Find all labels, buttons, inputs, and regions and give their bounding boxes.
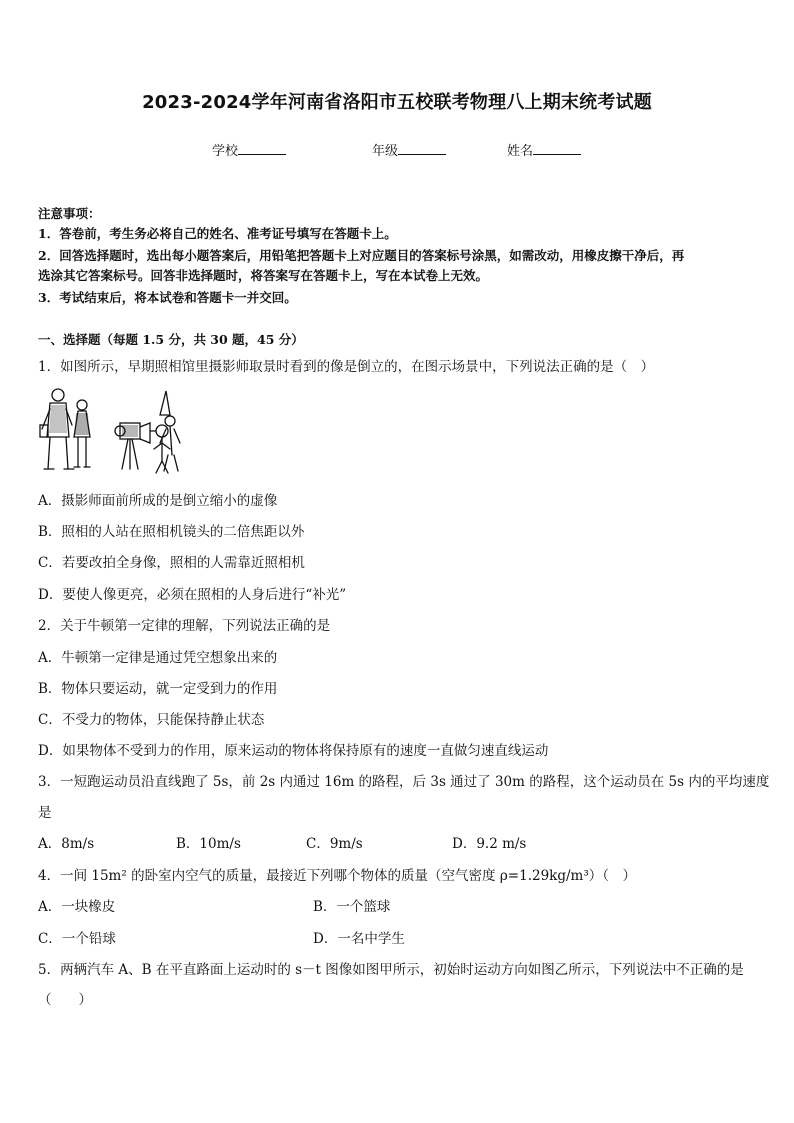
question-3-option-b: B．10m/s [176,836,241,852]
question-1-stem: 1．如图所示，早期照相馆里摄影师取景时看到的像是倒立的，在图示场景中，下列说法正确的是（ ） [38,359,655,375]
question-2-option-a: A．牛顿第一定律是通过凭空想象出来的 [38,650,278,666]
grade-field [372,140,446,159]
question-3-stem: 3．一短跑运动员沿直线跑了 5s，前 2s 内通过 16m 的路程，后 3s 通过了 30m 的路程，这个运动员在 5s 内的平均速度 [38,774,770,790]
grade-blank [398,142,446,155]
question-1-option-a: A．摄影师面前所成的是倒立缩小的虚像 [38,493,278,509]
question-2-option-d: D．如果物体不受到力的作用，原来运动的物体将保持原有的速度一直做匀速直线运动 [38,743,549,759]
question-5-stem-continued: （ ） [38,992,92,1008]
notice-item: 3．考试结束后，将本试卷和答题卡一并交回。 [38,290,297,305]
notice-item: 1．答卷前，考生务必将自己的姓名、准考证号填写在答题卡上。 [38,226,397,241]
question-5-stem: 5．两辆汽车 A、B 在平直路面上运动时的 s－t 图像如图甲所示，初始时运动方向如图乙所示，下列说法中不正确的是 [38,962,744,978]
question-3-option-a: A．8m/s [38,836,95,852]
school-field [212,140,286,159]
name-blank [533,142,581,155]
grade-label: 年级 [372,144,399,159]
school-blank [238,142,286,155]
page-title: 2023-2024学年河南省洛阳市五校联考物理八上期末统考试题 [142,92,652,113]
question-2-option-c: C．不受力的物体，只能保持静止状态 [38,712,265,728]
photographer-camera-illustration [38,385,198,477]
name-field [507,140,581,159]
question-4-option-d: D．一名中学生 [313,931,405,947]
question-1-option-c: C．若要改拍全身像，照相的人需靠近照相机 [38,555,305,571]
question-2-stem: 2．关于牛顿第一定律的理解，下列说法正确的是 [38,618,331,634]
notice-item: 选涂其它答案标号。回答非选择题时，将答案写在答题卡上，写在本试卷上无效。 [38,268,489,283]
question-4-stem: 4．一间 15m² 的卧室内空气的质量，最接近下列哪个物体的质量（空气密度 ρ=1.29kg/m³）（ ） [38,868,636,884]
section-heading: 一、选择题（每题 1.5 分，共 30 题，45 分） [38,332,304,347]
question-3-stem-continued: 是 [38,805,52,821]
question-1-option-d: D．要使人像更亮，必须在照相的人身后进行“补光” [38,587,347,603]
question-4-option-b: B．一个篮球 [313,899,391,915]
question-2-option-b: B．物体只要运动，就一定受到力的作用 [38,681,278,697]
name-label: 姓名 [507,144,534,159]
notice-heading: 注意事项： [38,206,101,221]
question-1-option-b: B．照相的人站在照相机镜头的二倍焦距以外 [38,524,305,540]
question-4-option-c: C．一个铅球 [38,931,116,947]
question-3-option-d: D．9.2 m/s [452,836,527,852]
notice-item: 2．回答选择题时，选出每小题答案后，用铅笔把答题卡上对应题目的答案标号涂黑，如需改动，用橡皮擦干净后，再 [38,248,685,263]
question-3-option-c: C．9m/s [306,836,363,852]
question-4-option-a: A．一块橡皮 [38,899,116,915]
school-label: 学校 [212,144,239,159]
